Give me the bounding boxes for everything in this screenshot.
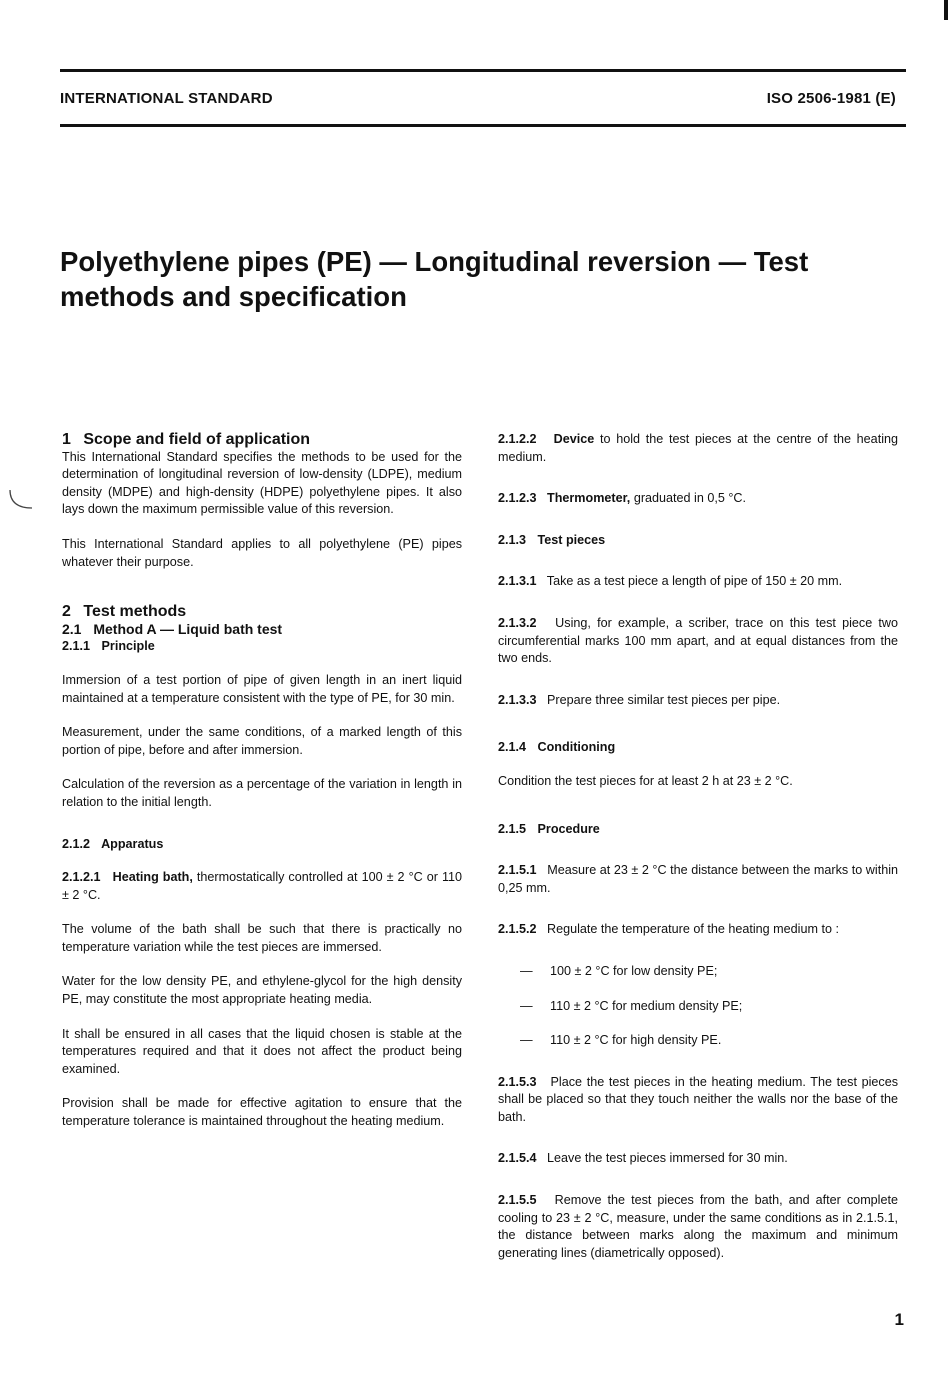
clause-text: Measure at 23 ± 2 °C the distance between the marks to within 0,25 mm. bbox=[498, 863, 899, 895]
clause-number: 2.1.5.3 bbox=[498, 1074, 537, 1089]
section-number: 2.1 bbox=[62, 620, 82, 637]
clause-number: 2.1.2.2 bbox=[498, 432, 537, 446]
section-title: Apparatus bbox=[101, 836, 164, 851]
clause-2-1-5-5 bbox=[498, 1192, 898, 1262]
section-title: Test methods bbox=[83, 603, 187, 621]
clause-text: Take as a test piece a length of pipe of 150 ± 20 mm. bbox=[546, 574, 843, 589]
clause-text: Prepare three similar test pieces per pipe. bbox=[547, 692, 781, 707]
section-2-1-2-heading bbox=[62, 836, 462, 854]
scan-mark-top-right bbox=[944, 0, 948, 20]
section-title: Principle bbox=[101, 639, 155, 654]
clause-2-1-3-2 bbox=[498, 615, 898, 668]
section-number: 2 bbox=[62, 603, 71, 621]
section-1-heading bbox=[62, 431, 462, 449]
header-top-rule bbox=[60, 69, 906, 72]
paragraph: This International Standard specifies the methods to be used for the determination of longitudinal reversion of low-density (LDPE), medium density (MDPE) and high-density (HDPE) polyethylene pipes. It also lays down the maximum permissible value of this reversion. bbox=[62, 449, 462, 517]
paragraph: Water for the low density PE, and ethylene-glycol for the high density PE, may constitute the most appropriate heating media. bbox=[62, 974, 462, 1007]
paragraph: The volume of the bath shall be such that there is practically no temperature variation while the test pieces are immersed. bbox=[62, 922, 462, 954]
clause-term: Device bbox=[553, 432, 595, 446]
temperature-list-item bbox=[498, 998, 898, 1016]
header-bottom-rule bbox=[60, 124, 906, 127]
page-number: 1 bbox=[894, 1310, 904, 1329]
temperature-list-item bbox=[498, 1032, 898, 1050]
list-dash: — bbox=[520, 963, 533, 978]
section-2-1-1-heading bbox=[62, 638, 462, 656]
clause-number: 2.1.5.1 bbox=[498, 863, 537, 878]
paragraph: This International Standard applies to all polyethylene (PE) pipes whatever their purpose. bbox=[62, 536, 462, 569]
paragraph: Provision shall be made for effective agitation to ensure that the temperature tolerance is maintained throughout the heating medium. bbox=[62, 1096, 462, 1129]
section-number: 2.1.4 bbox=[498, 740, 527, 755]
clause-2-1-3-3 bbox=[498, 692, 898, 710]
clause-2-1-2-1 bbox=[62, 869, 462, 904]
document-title: Polyethylene pipes (PE) — Longitudinal reversion — Test methods and specification bbox=[60, 246, 809, 312]
list-item-text: 110 ± 2 °C for high density PE. bbox=[550, 1033, 722, 1048]
section-2-1-heading bbox=[62, 621, 462, 639]
clause-term: Heating bath, bbox=[112, 870, 193, 885]
clause-number: 2.1.5.5 bbox=[498, 1193, 537, 1208]
temperature-list-item bbox=[498, 963, 898, 981]
list-item-text: 110 ± 2 °C for medium density PE; bbox=[550, 998, 743, 1013]
clause-text: Regulate the temperature of the heating medium to : bbox=[547, 922, 839, 937]
paragraph: Immersion of a test portion of pipe of given length in an inert liquid maintained at a temperature consistent with the type of PE, for 30 min. bbox=[62, 672, 462, 705]
clause-number: 2.1.3.2 bbox=[498, 615, 537, 630]
binding-hole-mark bbox=[4, 488, 40, 514]
section-title: Method A — Liquid bath test bbox=[93, 620, 283, 637]
clause-text: Using, for example, a scriber, trace on this test piece two circumferential marks 100 mm apart, and at equal distances from the two ends. bbox=[498, 615, 899, 666]
clause-text: Leave the test pieces immersed for 30 min. bbox=[547, 1151, 788, 1166]
clause-number: 2.1.2.3 bbox=[498, 491, 537, 506]
clause-term: Thermometer, bbox=[547, 491, 631, 506]
section-number: 2.1.5 bbox=[498, 821, 527, 836]
section-number: 2.1.1 bbox=[62, 639, 91, 654]
clause-number: 2.1.3.3 bbox=[498, 692, 537, 707]
clause-2-1-2-2 bbox=[498, 431, 898, 466]
clause-2-1-2-3 bbox=[498, 490, 898, 508]
clause-text: Remove the test pieces from the bath, and after complete cooling to 23 ± 2 °C, measure, under the same conditions as in 2.1.5.1, the distance between marks along the maximum and minimum generating lines (diametrically opposed). bbox=[498, 1193, 898, 1260]
clause-2-1-5-2 bbox=[498, 921, 898, 939]
clause-2-1-5-4 bbox=[498, 1150, 898, 1168]
section-title: Test pieces bbox=[537, 532, 606, 547]
section-title: Scope and field of application bbox=[83, 431, 311, 448]
clause-text: Place the test pieces in the heating medium. The test pieces shall be placed so that they touch neither the walls nor the base of the bath. bbox=[498, 1074, 899, 1124]
paragraph: It shall be ensured in all cases that the liquid chosen is stable at the temperatures required and that it does not affect the product being examined. bbox=[62, 1026, 462, 1076]
section-number: 2.1.3 bbox=[498, 532, 527, 547]
list-dash: — bbox=[520, 1033, 533, 1048]
header-standard-number: ISO 2506-1981 (E) bbox=[766, 90, 896, 107]
section-title: Procedure bbox=[537, 821, 600, 836]
left-column bbox=[62, 431, 462, 1131]
clause-number: 2.1.2.1 bbox=[62, 870, 101, 885]
section-2-1-4-heading bbox=[498, 739, 898, 757]
clause-text: to hold the test pieces at the centre of the heating medium. bbox=[498, 432, 898, 464]
clause-text: thermostatically controlled at 100 ± 2 °C or 110 ± 2 °C. bbox=[62, 870, 463, 902]
clause-text: graduated in 0,5 °C. bbox=[633, 491, 746, 506]
right-column bbox=[498, 431, 898, 1262]
header-standard-label: INTERNATIONAL STANDARD bbox=[60, 90, 273, 107]
paragraph: Measurement, under the same conditions, of a marked length of this portion of pipe, before and after immersion. bbox=[62, 725, 462, 757]
section-2-1-5-heading bbox=[498, 821, 898, 839]
list-dash: — bbox=[520, 998, 533, 1013]
section-title: Conditioning bbox=[537, 740, 616, 755]
clause-number: 2.1.5.4 bbox=[498, 1151, 537, 1166]
section-2-1-3-heading bbox=[498, 532, 898, 550]
list-item-text: 100 ± 2 °C for low density PE; bbox=[550, 963, 718, 978]
clause-number: 2.1.5.2 bbox=[498, 922, 537, 937]
clause-2-1-5-3 bbox=[498, 1074, 898, 1127]
clause-2-1-5-1 bbox=[498, 862, 898, 897]
paragraph: Condition the test pieces for at least 2 h at 23 ± 2 °C. bbox=[498, 773, 793, 788]
section-number: 2.1.2 bbox=[62, 836, 91, 851]
section-number: 1 bbox=[62, 431, 71, 448]
paragraph: Calculation of the reversion as a percentage of the variation in length in relation to the initial length. bbox=[62, 777, 462, 809]
clause-2-1-3-1 bbox=[498, 573, 898, 591]
section-2-heading bbox=[62, 603, 462, 621]
clause-number: 2.1.3.1 bbox=[498, 574, 537, 589]
